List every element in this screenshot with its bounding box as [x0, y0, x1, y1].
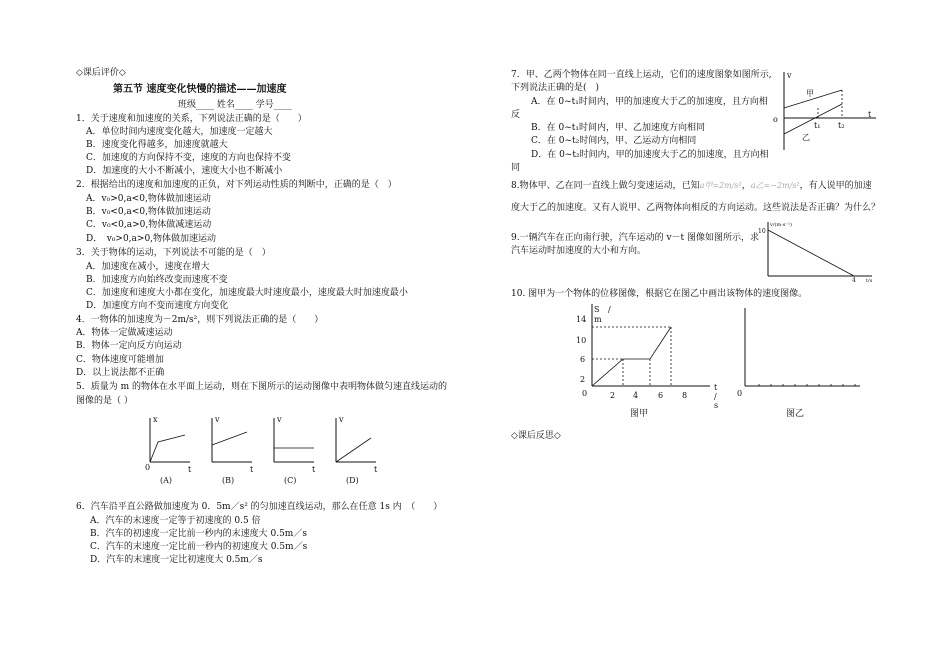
q7-option: A．在 0~t₁时间内，甲的加速度大于乙的加速度，且方向相: [531, 97, 768, 107]
q10-origin: 0: [582, 389, 588, 398]
q10-xtick: 8: [682, 391, 688, 400]
q5-graphs: [140, 410, 390, 490]
q5-axis-label: v: [277, 415, 282, 424]
q5-graph-b: [212, 415, 254, 485]
q6-option: B．汽车的初速度一定比前一秒内的末速度大 0.5m／s: [90, 529, 307, 539]
page-title: 第五节 速度变化快慢的描述——加速度: [113, 84, 287, 95]
svg-text:s: s: [714, 401, 719, 410]
q10-xtick: 2: [610, 391, 616, 400]
q5-caption: (B): [222, 476, 235, 485]
q8-line2: 度大于乙的加速度。又有人说甲、乙两物体向相反的方向运动。这些说法是否正确？为什么？: [511, 203, 881, 213]
q5-caption: (A): [160, 476, 173, 485]
q10-graph-yi: [735, 302, 865, 402]
q9-t4: 4: [852, 277, 856, 284]
q9-t-label: t/s: [866, 278, 873, 284]
q5-t-label: t: [374, 465, 378, 474]
q10-xtick: 6: [658, 391, 664, 400]
q10-xtick: 4: [633, 391, 639, 400]
reflection-footer: ◇课后反思◇: [511, 431, 561, 441]
q5-caption: (C): [284, 476, 297, 485]
q1-option: A．单位时间内速度变化越大，加速度一定越大: [86, 127, 273, 137]
q5-stem: 图像的是（ ）: [76, 396, 133, 406]
q5-t-label: t: [312, 465, 316, 474]
q9-graph: [758, 220, 882, 284]
q5-t-label: t: [250, 465, 254, 474]
q7-stem: 7．甲、乙两个物体在同一直线上运动，它们的速度图象如图所示,: [511, 70, 772, 80]
q9-stem: 汽车运动时加速度的大小和方向。: [511, 246, 647, 256]
q5-graph-c: [274, 415, 316, 485]
q7-stem: 下列说法正确的是( ): [511, 83, 600, 93]
q7-jia-label: 甲: [806, 89, 814, 98]
q4-option: B．物体一定向反方向运动: [76, 341, 182, 351]
q10-ytick: 14: [576, 315, 587, 324]
q7-t-label: t: [868, 110, 872, 119]
q8-a2: a乙=−2m/s²: [750, 181, 800, 190]
q9-y-label: v/(m·s⁻¹): [770, 222, 792, 228]
q7-option: B．在 0~t₁时间内，甲、乙加速度方向相同: [531, 123, 705, 133]
q5-t-label: t: [188, 465, 192, 474]
q2-stem: 2．根据给出的速度和加速度的正负，对下列运动性质的判断中，正确的是（ ）: [76, 180, 397, 190]
q1-option: C．加速度的方向保持不变，速度的方向也保持不变: [86, 153, 291, 163]
q10-graph-jia: [570, 302, 720, 412]
q10-yi-origin: 0: [737, 389, 743, 398]
q2-option: C．v₀<0,a>0,物体做减速运动: [86, 220, 212, 230]
q5-axis-label: v: [339, 415, 344, 424]
q10-caption-jia: 图甲: [630, 409, 649, 419]
q9-stem: 9.一辆汽车在正向南行驶，汽车运动的 v－t 图像如图所示，求: [511, 233, 760, 243]
q3-option: C．加速度和速度大小都在变化，加速度最大时速度最小，速度最大时加速度最小: [86, 288, 408, 298]
q7-graph: [773, 68, 886, 153]
q6-option: A．汽车的末速度一定等于初速度的 0.5 倍: [90, 516, 261, 526]
q2-option: A．v₀>0,a<0,物体做加速运动: [86, 194, 211, 204]
q7-option: 反: [511, 110, 521, 120]
q7-t1-label: t₁: [814, 121, 821, 130]
q5-graph-a: [145, 415, 192, 485]
q7-option: D．在 0~t₂时间内，甲的加速度大于乙的加速度，且方向相: [531, 150, 769, 160]
q3-option: A．加速度在减小，速度在增大: [86, 262, 210, 272]
q7-option: C．在 0~t₂时间内，甲、乙运动方向相同: [531, 136, 697, 146]
q8-a1: a甲=2m/s²: [699, 181, 742, 190]
q9-v0: 10: [758, 228, 766, 235]
q4-stem: 4．一物体的加速度为－2m/s²，则下列说法正确的是（ ）: [76, 315, 324, 325]
q10-y-label: S: [594, 305, 600, 314]
q10-ytick: 2: [580, 375, 586, 384]
q4-option: A．物体一定做减速运动: [76, 328, 173, 338]
svg-text:/: /: [714, 392, 717, 401]
q2-option: B．v₀<0,a<0,物体做加速运动: [86, 207, 211, 217]
q7-option: 同: [511, 163, 521, 173]
q5-stem: 5．质量为 m 的物体在水平面上运动，则在下图所示的运动图像中表明物体做匀速直线运动的: [76, 382, 447, 392]
q3-option: D．加速度方向不变而速度方向变化: [86, 301, 229, 311]
q5-axis-label: x: [153, 415, 158, 424]
q7-yi-label: 乙: [802, 133, 810, 142]
q7-t2-label: t₂: [838, 121, 845, 130]
q10-ytick: 6: [580, 355, 586, 364]
q1-option: B．速度变化得越多，加速度就越大: [86, 140, 228, 150]
q6-stem: 6．汽车沿平直公路做加速度为 0．5m／s² 的匀加速直线运动，那么在任意 1s 内 （ ）: [76, 502, 443, 512]
q4-option: D．以上说法都不正确: [76, 368, 165, 378]
q10-ytick: 10: [576, 336, 587, 345]
q3-stem: 3．关于物体的运动，下列说法不可能的是（ ）: [76, 248, 271, 258]
q2-option: D． v₀>0,a>0,物体做加速运动: [86, 234, 217, 244]
q10-caption-yi: 图乙: [786, 409, 805, 419]
q3-option: B．加速度方向始终改变而速度不变: [86, 275, 228, 285]
q1-stem: 1．关于速度和加速度的关系，下列说法正确的是（ ）: [76, 114, 307, 124]
q10-x-label: t: [714, 383, 718, 392]
review-header: ◇课后评价◇: [76, 68, 126, 78]
svg-text:/: /: [608, 305, 611, 314]
q7-v-label: v: [787, 71, 792, 80]
svg-text:m: m: [594, 315, 602, 324]
q6-option: C．汽车的末速度一定比前一秒内的初速度大 0.5m／s: [90, 542, 308, 552]
q4-option: C．物体速度可能增加: [76, 355, 164, 365]
q6-option: D．汽车的末速度一定比初速度大 0.5m／s: [90, 555, 263, 565]
q5-caption: (D): [346, 476, 359, 485]
q1-option: D．加速度的大小不断减小，速度大小也不断减小: [86, 166, 283, 176]
student-info: 班级____ 姓名____ 学号____: [178, 100, 292, 110]
q8-text: 8.物体甲、乙在同一直线上做匀变速运动，已知a甲=2m/s²，a乙=−2m/s²，有人说甲的加速: [511, 181, 872, 191]
q5-origin: 0: [145, 463, 151, 472]
q10-stem: 10. 图甲为一个物体的位移图像，根据它在图乙中画出该物体的速度图像。: [511, 289, 808, 299]
q5-graph-d: [336, 415, 378, 485]
q5-axis-label: v: [215, 415, 220, 424]
q7-origin: o: [773, 115, 778, 124]
